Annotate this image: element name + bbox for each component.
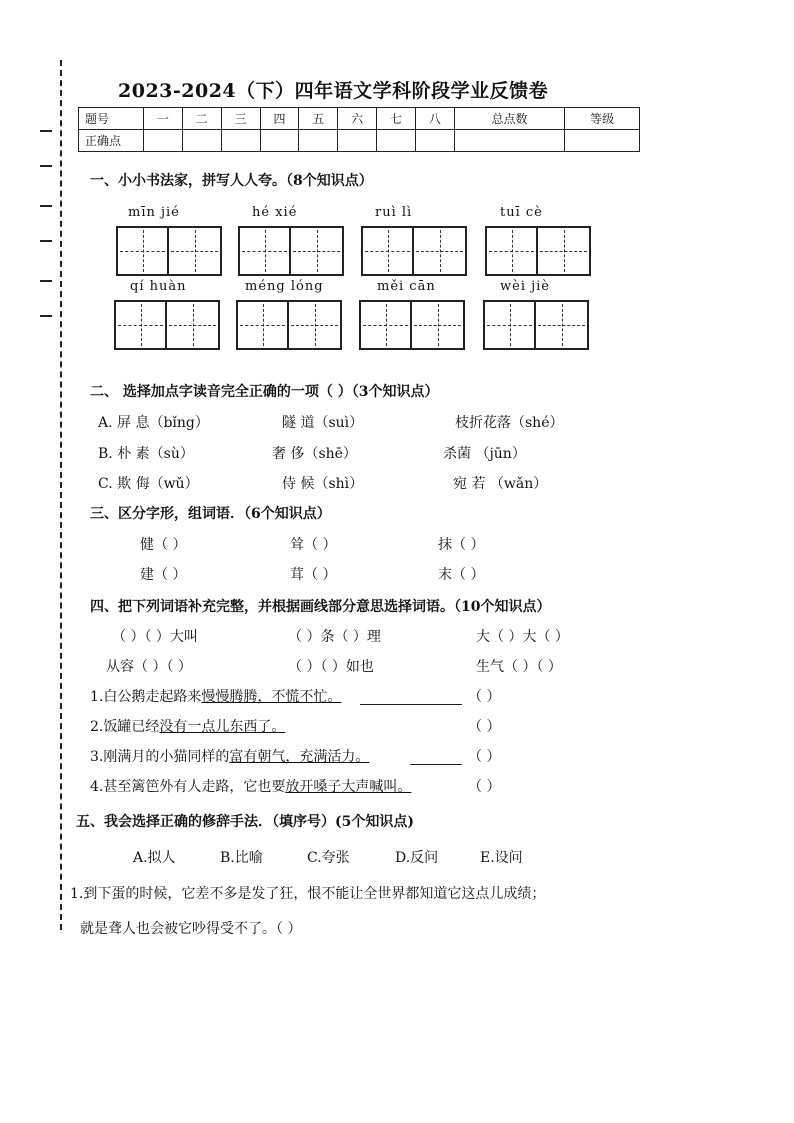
answer-underline [360,704,462,705]
score-cell[interactable] [182,130,221,152]
score-cell[interactable] [565,130,640,152]
score-table-header-cell: 等级 [565,108,640,130]
score-table-header-cell: 七 [377,108,416,130]
pinyin-label: ruì lì [375,205,413,220]
choice-item: 侍 候（shì） [282,476,364,492]
score-cell[interactable] [454,130,564,152]
binding-margin-line [60,60,62,930]
pinyin-label: qí huàn [130,279,187,294]
section-1-heading: 一、小小书法家，拼写人人夸。（8个知识点） [90,173,373,189]
binding-tick [40,315,52,317]
answer-blank[interactable]: （ ） [468,689,501,705]
score-table-header-cell: 题号 [79,108,144,130]
choice-item: A. 屏 息（bǐng） [98,415,209,431]
pinyin-label: tuī cè [500,205,543,220]
pinyin-label: hé xié [252,205,298,220]
answer-blank[interactable]: （ ） [468,779,501,795]
sentence-item: 1.白公鹅走起路来慢慢腾腾，不慌不忙。 [90,689,342,705]
rhetoric-option: A.拟人 [133,850,176,866]
score-table [78,107,640,152]
idiom-blank[interactable]: 从容（ ）（ ） [106,659,192,675]
rhetoric-option: B.比喻 [220,850,263,866]
score-table-header-cell: 总点数 [454,108,564,130]
score-table-header-row [79,108,640,130]
score-table-header-cell: 二 [182,108,221,130]
score-cell[interactable] [221,130,260,152]
word-blank[interactable]: 建（ ） [140,567,187,583]
idiom-blank[interactable]: （ ）（ ）如也 [288,659,374,675]
choice-item: 隧 道（suì） [282,415,364,431]
score-cell[interactable] [338,130,377,152]
binding-tick [40,280,52,282]
score-table-header-cell: 四 [260,108,299,130]
word-blank[interactable]: 抹（ ） [438,537,485,553]
choice-item: 杀菌 （jūn） [443,446,526,462]
score-table-header-cell: 三 [221,108,260,130]
writing-grid-box[interactable] [359,300,465,350]
section-4-heading: 四、把下列词语补充完整，并根据画线部分意思选择词语。（10个知识点） [90,599,551,615]
word-blank[interactable]: 末（ ） [438,567,485,583]
sentence-item: 2.饭罐已经没有一点儿东西了。 [90,719,286,735]
pinyin-label: mīn jié [128,205,180,220]
section-3-heading: 三、区分字形，组词语．（6个知识点） [90,506,331,522]
binding-tick [40,240,52,242]
idiom-blank[interactable]: 生气（ ）（ ） [476,659,562,675]
sentence-item: 3.刚满月的小猫同样的富有朝气，充满活力。 [90,749,370,765]
pinyin-label: měi cān [377,279,436,294]
sentence-item: 4.甚至篱笆外有人走路，它也要放开嗓子大声喊叫。 [90,779,412,795]
score-row-label: 正确点 [79,130,144,152]
pinyin-label: wèi jiè [500,279,550,294]
question-text: 1.到下蛋的时候，它差不多是发了狂，恨不能让全世界都知道它这点儿成绩； [70,886,546,902]
answer-blank[interactable]: （ ） [468,749,501,765]
idiom-blank[interactable]: （ ）条（ ）理 [288,629,381,645]
idiom-blank[interactable]: （ ）（ ）大叫 [112,629,198,645]
word-blank[interactable]: 茸（ ） [290,567,337,583]
word-blank[interactable]: 健（ ） [140,537,187,553]
writing-grid-box[interactable] [238,226,344,276]
choice-item: 枝折花落（shé） [455,415,564,431]
score-cell[interactable] [144,130,183,152]
section-2-heading: 二、 选择加点字读音完全正确的一项（ ）（3个知识点） [90,384,439,400]
pinyin-label: méng lóng [245,279,324,294]
writing-grid-box[interactable] [116,226,222,276]
score-cell[interactable] [299,130,338,152]
choice-item: 奢 侈（shē） [272,446,357,462]
score-table-header-cell: 五 [299,108,338,130]
word-blank[interactable]: 耸（ ） [290,537,337,553]
writing-grid-box[interactable] [485,226,591,276]
binding-tick [40,205,52,207]
writing-grid-box[interactable] [114,300,220,350]
idiom-blank[interactable]: 大（ ）大（ ） [476,629,569,645]
page-title: 2023-2024（下）四年语文学科阶段学业反馈卷 [118,80,549,102]
question-text-answer[interactable]: 就是聋人也会被它吵得受不了。（ ） [80,921,302,937]
binding-tick [40,130,52,132]
rhetoric-option: D.反问 [395,850,439,866]
binding-tick [40,165,52,167]
choice-item: 宛 若 （wǎn） [453,476,548,492]
rhetoric-option: E.设问 [480,850,523,866]
score-table-header-cell: 六 [338,108,377,130]
score-table-header-cell: 一 [144,108,183,130]
score-table-score-row [79,130,640,152]
section-5-heading: 五、我会选择正确的修辞手法．（填序号）(5个知识点) [76,814,414,830]
writing-grid-box[interactable] [483,300,589,350]
choice-item: C. 欺 侮（wǔ） [98,476,199,492]
writing-grid-box[interactable] [361,226,467,276]
score-cell[interactable] [415,130,454,152]
writing-grid-box[interactable] [236,300,342,350]
score-cell[interactable] [260,130,299,152]
score-table-header-cell: 八 [415,108,454,130]
score-cell[interactable] [377,130,416,152]
answer-blank[interactable]: （ ） [468,719,501,735]
answer-underline [410,764,462,765]
rhetoric-option: C.夸张 [307,850,350,866]
choice-item: B. 朴 素（sù） [98,446,194,462]
